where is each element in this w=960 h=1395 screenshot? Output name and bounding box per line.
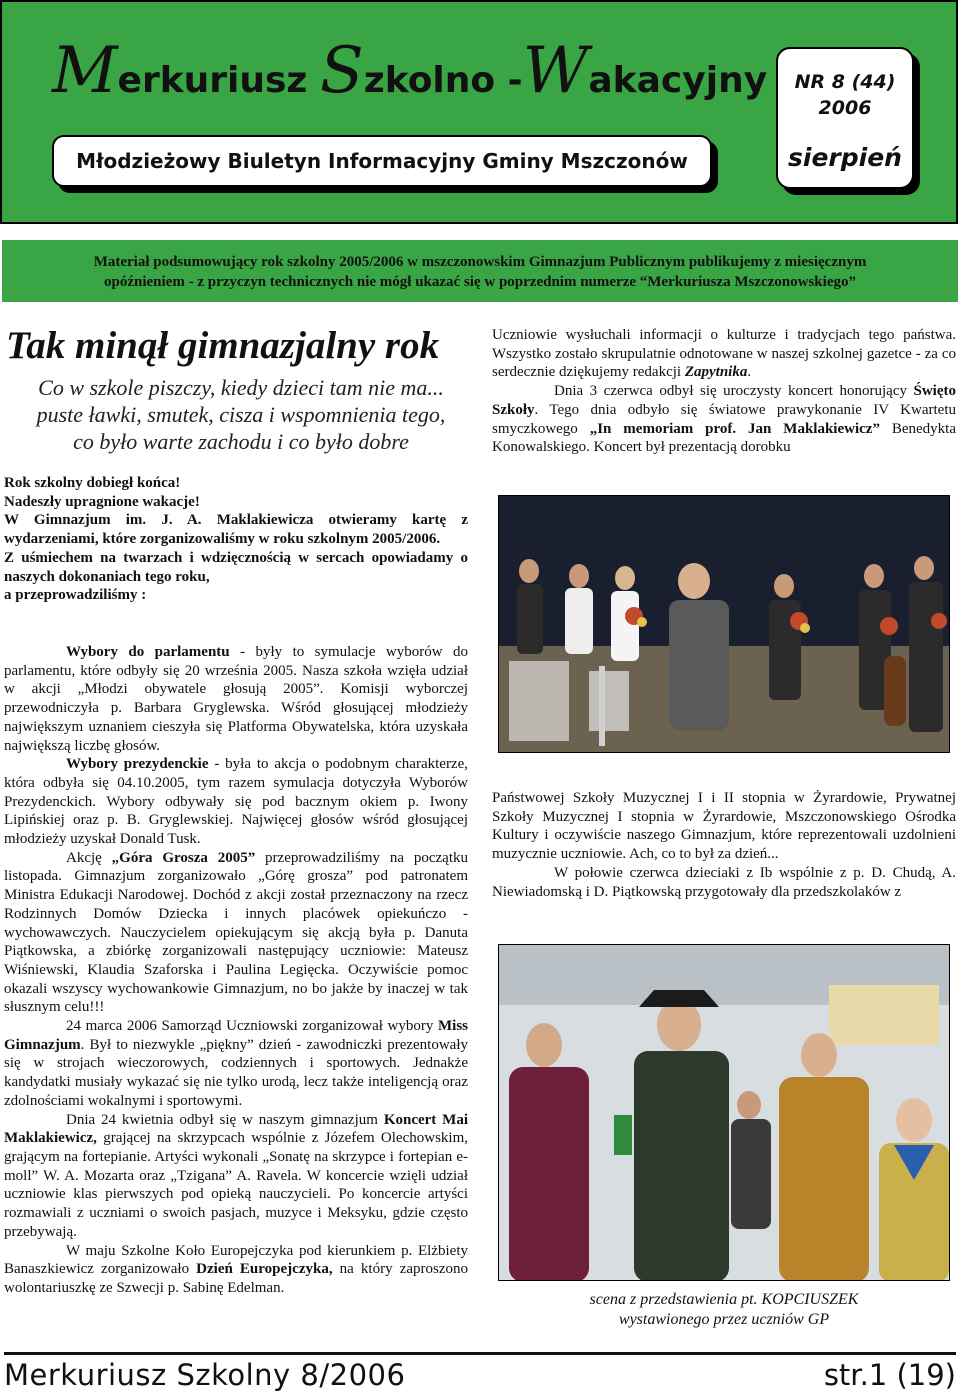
article-intro: Rok szkolny dobiegł końca! Nadeszły upragnione wakacje! W Gimnazjum im. J. A. Maklakiewicza otwieramy kartę z wydarzeniami, które zorganizowaliśmy w roku szkolnym 2005/2006. Z uśmiechem na twarzach i wdzięcznością w sercach opowiadamy o naszych dokonaniach tego roku, a przeprowadziliśmy : bbox=[4, 475, 468, 604]
paragraph: Uczniowie wysłuchali informacji o kulturze i tradycjach tego państwa. Wszystko zostało skrupulatnie odnotowane w naszej szkolnej gazetce - za co serdecznie dziękujemy redakcji Zapytnika. bbox=[492, 327, 956, 381]
photo-caption: scena z przedstawienia pt. KOPCIUSZEK wystawionego przez uczniów GP bbox=[589, 1291, 859, 1328]
issue-month: sierpień bbox=[788, 143, 902, 172]
play-photo bbox=[498, 944, 950, 1281]
article-lede: Co w szkole piszczy, kiedy dzieci tam nie ma... puste ławki, smutek, cisza i wspomnienia tego, co było warte zachodu i co było dobre bbox=[36, 375, 446, 454]
footer-page-number: str.1 (19) bbox=[823, 1358, 956, 1392]
article-body-left bbox=[4, 643, 468, 1298]
paragraph: Państwowej Szkoły Muzycznej I i II stopnia w Żyrardowie, Prywatnej Szkoły Muzycznej I stopnia w Żyrardowie, Mszczonowskiego Ośrodka Kultury i oczywiście naszego Gimnazjum, które reprezentowali uzdolnieni muzycznie uczniowie. Ach, co to był za dzień... bbox=[492, 790, 956, 863]
footer-publication: Merkuriusz Szkolny 8/2006 bbox=[4, 1358, 406, 1392]
issue-info-box bbox=[776, 47, 914, 189]
paragraph: W połowie czerwca dzieciaki z Ib wspólnie z p. D. Chudą, A. Niewiadomską i D. Piątkowską przygotowały dla przedszkolaków z bbox=[492, 864, 956, 900]
paragraph: Dnia 3 czerwca odbył się uroczysty koncert honorujący Święto Szkoły. Tego dnia odbyło się światowe prawykonanie IV Kwartetu smyczkowego „In memoriam prof. Jan Maklakiewicz” Benedykta Konowalskiego. Koncert był prezentacją dorobku bbox=[492, 383, 956, 456]
article-title: Tak minął gimnazjalny rok bbox=[6, 324, 440, 367]
issue-number: NR 8 (44) bbox=[794, 71, 896, 93]
intro-note: Materiał podsumowujący rok szkolny 2005/2006 w mszczonowskim Gimnazjum Publicznym publikujemy z miesięcznym opóźnieniem - z przyczyn technicznych nie mógł ukazać się w poprzednim numerze “Merkuriusza Mszczonowskiego” bbox=[93, 254, 867, 290]
concert-photo bbox=[498, 495, 950, 753]
masthead-title: Merkuriusz Szkolno -Wakacyjny bbox=[52, 34, 768, 108]
footer-rule bbox=[4, 1352, 956, 1355]
masthead-subtitle: Młodzieżowy Biuletyn Informacyjny Gminy Mszczonów bbox=[52, 135, 712, 187]
concert-photo-illustration bbox=[499, 496, 950, 753]
paragraph: Dnia 24 kwietnia odbył się w naszym gimnazjum Koncert Mai Maklakiewicz, grającej na skrzypcach wspólnie z Józefem Olechowskim, grającym na fortepianie. Artyści wykonali „Sonatę na skrzypce i fortepian e-moll” W. A. Mozarta oraz „Tzigana” A. Ravela. W koncercie wzięli udział uczniowie klas pierwszych pod opieką nauczycieli. Po koncercie artyści rozmawiali z uczniami o swoich pasjach, muzyce i Meksyku, gdzie często przebywają. bbox=[4, 1111, 468, 1240]
paragraph: W maju Szkolne Koło Europejczyka pod kierunkiem p. Elżbiety Banaszkiewicz zorganizowało Dzień Europejczyka, na który zaproszono wolontariuszkę ze Szwecji p. Sabinę Edelman. bbox=[4, 1242, 468, 1296]
play-photo-illustration bbox=[499, 945, 950, 1281]
issue-year: 2006 bbox=[818, 97, 872, 119]
paragraph: Wybory prezydenckie - była to akcja o podobnym charakterze, która odbyła się 04.10.2005, tym razem symulacja dotyczyła Wyborów Prezydenckich. Wybory odbywały się pod bacznym okiem p. Iwony Lipińskiej oraz p. B. Gryglewskiej. Najwięcej głosów wśród głosującej młodzieży uzyskał Donald Tusk. bbox=[4, 756, 469, 848]
paragraph: 24 marca 2006 Samorząd Uczniowski zorganizował wybory Miss Gimnazjum. Był to niezwykle „piękny” dzień - zawodniczki prezentowały się w strojach wieczorowych, codziennych i sportowych. Jednakże kandydatki musiały wykazać się nie tylko urodą, lecz także inteligencją oraz zdolnościami wokalnymi i sportowymi. bbox=[4, 1018, 468, 1109]
article-body-right-middle bbox=[492, 789, 956, 901]
article-body-right-top bbox=[492, 326, 956, 457]
paragraph: Akcję „Góra Grosza 2005” przeprowadziliśmy na początku listopada. Gimnazjum zorganizowało „Górę grosza” pod patronatem Ministra Edukacji Narodowej. Dochód z akcji został przeznaczony na rzecz Rodzinnych Domów Dziecka i innych placówek opiekuńczo - wychowawczych. Nauczycielem opiekującym się akcją była p. Danuta Piątkowska, a zbiórkę zorganizowali następujący uczniowie: Mateusz Wiśniewski, Klaudia Szaforska i Paulina Legięcka. Oczywiście pomoc okazali wszyscy wychowankowie Gimnazjum, no bo jakże by inaczej w tak słusznym celu!!! bbox=[4, 849, 468, 1016]
paragraph: Wybory do parlamentu - były to symulacje wyborów do parlamentu, które odbyły się 20 września 2005. Nasza szkoła wzięła udział w akcji „Młodzi obywatele głosują 2005”. Komisji wyborczej przewodniczyła p. Barbara Gryglewska. Wśród głosującej młodzieży największym uznaniem cieszyła się Platforma Obywatelska, która uzyskała największą liczbę głosów. bbox=[4, 644, 468, 754]
